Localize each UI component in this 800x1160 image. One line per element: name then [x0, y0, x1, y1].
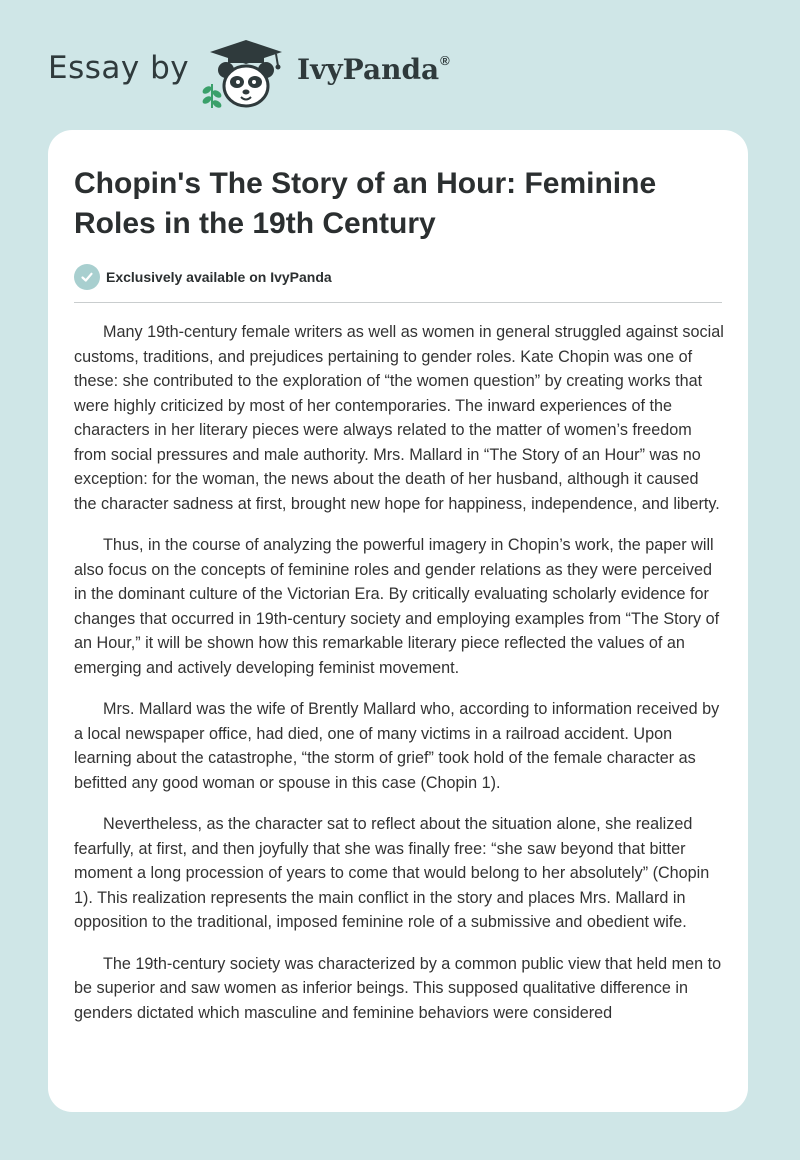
paragraph: Thus, in the course of analyzing the powerful imagery in Chopin’s work, the paper will also focus on the concepts of feminine roles and gender relations as they were perceived in the dominant culture of the Victorian Era. By critically evaluating scholarly evidence for changes that occurred in 19th-century society and employing examples from “The Story of an Hour,” it will be shown how this remarkable literary piece reflected the values of an emerging and actively developing feminist movement. [74, 536, 720, 677]
exclusive-badge [74, 264, 332, 290]
paragraph: The 19th-century society was characterized by a common public view that held men to be superior and saw women as inferior beings. This supposed qualitative difference in genders dictated which masculine and feminine behaviors were considered [74, 954, 722, 1022]
paragraph: Nevertheless, as the character sat to reflect about the situation alone, she realized fearfully, at first, and then joyfully that she was finally free: “she saw beyond that bitter moment a long procession of years to come that would belong to her absolutely” (Chopin 1). This realization represents the main conflict in the story and places Mrs. Mallard in opposition to the traditional, imposed feminine role of a submissive and obedient wife. [74, 815, 710, 931]
divider [74, 302, 722, 303]
paragraph: Mrs. Mallard was the wife of Brently Mallard who, according to information received by a local newspaper office, had died, one of many victims in a railroad accident. Upon learning about the catastrophe, “the storm of grief” took hold of the female character as befitted any good woman or spouse in this case (Chopin 1). [74, 700, 720, 792]
exclusive-label: Exclusively available on IvyPanda [106, 269, 332, 285]
panda-graduate-icon[interactable] [198, 36, 294, 112]
check-icon [74, 264, 100, 290]
page-title: Chopin's The Story of an Hour: Feminine Roles in the 19th Century [74, 167, 657, 240]
article-card [48, 130, 748, 1112]
registered-mark: ® [440, 53, 450, 68]
brand-name-text: IvyPanda [297, 53, 440, 86]
article-body [74, 320, 724, 1042]
paragraph: Many 19th-century female writers as well as women in general struggled against social customs, traditions, and prejudices pertaining to gender roles. Kate Chopin was one of these: she contributed to the exploration of “the women question” by creating works that were highly criticized by most of her contemporaries. The inward experiences of the characters in her literary pieces were always related to the matter of women’s freedom from social pressures and male authority. Mrs. Mallard in “The Story of an Hour” was no exception: for the woman, the news about the death of her husband, although it caused the character sadness at first, brought new hope for happiness, independence, and liberty. [74, 323, 724, 513]
site-header [0, 0, 800, 120]
brand-name[interactable] [297, 53, 450, 86]
essay-by-label: Essay by [48, 50, 190, 86]
